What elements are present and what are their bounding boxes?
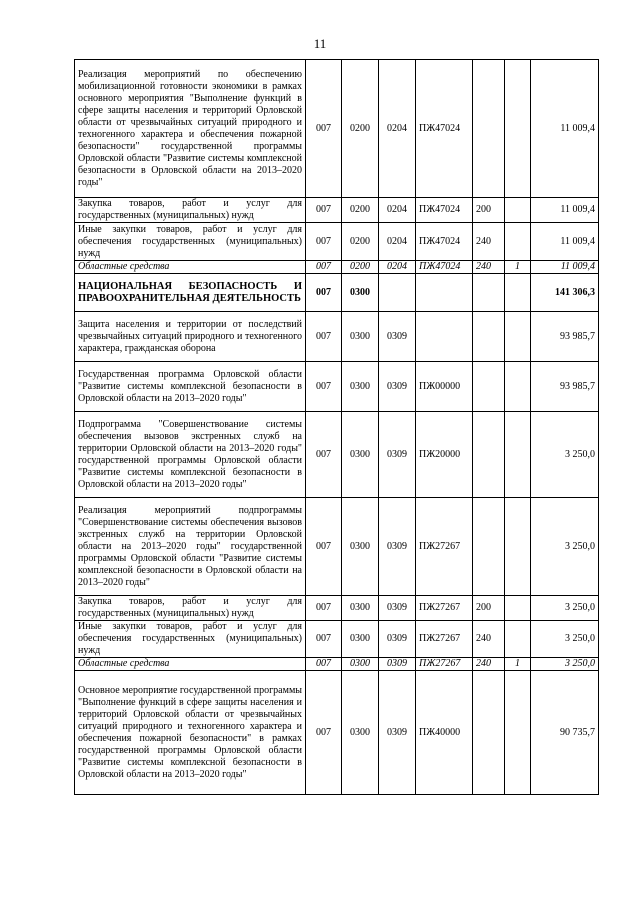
table-row [75, 621, 599, 658]
cell-expense-type [473, 412, 505, 498]
cell-section: 0300 [342, 412, 379, 498]
cell-grbs: 007 [306, 274, 342, 312]
cell-target-article [416, 312, 473, 362]
cell-source [505, 498, 531, 596]
cell-target-article: ПЖ27267 [416, 621, 473, 658]
cell-grbs: 007 [306, 362, 342, 412]
table-row [75, 498, 599, 596]
cell-section: 0300 [342, 658, 379, 671]
cell-expense-type: 240 [473, 621, 505, 658]
table-row [75, 362, 599, 412]
cell-amount: 11 009,4 [531, 198, 599, 223]
cell-subsection [379, 274, 416, 312]
cell-target-article: ПЖ27267 [416, 658, 473, 671]
cell-expense-type: 240 [473, 223, 505, 261]
cell-source [505, 223, 531, 261]
cell-expense-type [473, 312, 505, 362]
cell-amount: 90 735,7 [531, 671, 599, 795]
cell-subsection: 0204 [379, 261, 416, 274]
cell-subsection: 0204 [379, 223, 416, 261]
cell-amount: 3 250,0 [531, 621, 599, 658]
cell-expense-type: 200 [473, 596, 505, 621]
cell-expense-type [473, 274, 505, 312]
cell-grbs: 007 [306, 223, 342, 261]
cell-target-article: ПЖ40000 [416, 671, 473, 795]
cell-grbs: 007 [306, 621, 342, 658]
row-description: НАЦИОНАЛЬНАЯ БЕЗОПАСНОСТЬ И ПРАВООХРАНИТЕЛЬНАЯ ДЕЯТЕЛЬНОСТЬ [75, 274, 306, 312]
cell-subsection: 0309 [379, 596, 416, 621]
cell-target-article: ПЖ00000 [416, 362, 473, 412]
cell-amount: 11 009,4 [531, 261, 599, 274]
row-description: Подпрограмма "Совершенствование системы обеспечения вызовов экстренных служб на территории Орловской области на 2013–2020 годы" государственной программы Орловской области "Развитие системы комплексной безопасности в Орловской области на 2013–2020 годы" [75, 412, 306, 498]
cell-section: 0200 [342, 223, 379, 261]
cell-source [505, 274, 531, 312]
row-description: Защита населения и территории от последствий чрезвычайных ситуаций природного и техногенного характера, гражданская оборона [75, 312, 306, 362]
cell-amount: 93 985,7 [531, 312, 599, 362]
cell-grbs: 007 [306, 671, 342, 795]
table-row [75, 198, 599, 223]
cell-source [505, 596, 531, 621]
row-description: Закупка товаров, работ и услуг для государственных (муниципальных) нужд [75, 596, 306, 621]
cell-source [505, 621, 531, 658]
cell-section: 0300 [342, 671, 379, 795]
cell-subsection: 0309 [379, 671, 416, 795]
cell-expense-type [473, 498, 505, 596]
cell-source [505, 362, 531, 412]
cell-expense-type [473, 60, 505, 198]
cell-section: 0300 [342, 596, 379, 621]
cell-amount: 3 250,0 [531, 412, 599, 498]
cell-grbs: 007 [306, 261, 342, 274]
cell-grbs: 007 [306, 312, 342, 362]
cell-section: 0300 [342, 274, 379, 312]
cell-amount: 3 250,0 [531, 596, 599, 621]
row-description: Областные средства [75, 261, 306, 274]
cell-expense-type: 240 [473, 658, 505, 671]
cell-target-article: ПЖ47024 [416, 198, 473, 223]
cell-source [505, 671, 531, 795]
cell-grbs: 007 [306, 658, 342, 671]
budget-table [74, 59, 599, 795]
cell-source: 1 [505, 658, 531, 671]
cell-amount: 11 009,4 [531, 60, 599, 198]
page-number: 11 [313, 36, 327, 51]
cell-amount: 3 250,0 [531, 658, 599, 671]
cell-amount: 11 009,4 [531, 223, 599, 261]
cell-subsection: 0204 [379, 198, 416, 223]
cell-amount: 141 306,3 [531, 274, 599, 312]
cell-source: 1 [505, 261, 531, 274]
cell-subsection: 0309 [379, 412, 416, 498]
table-row [75, 596, 599, 621]
row-description: Государственная программа Орловской области "Развитие системы комплексной безопасности в Орловской области на 2013–2020 годы" [75, 362, 306, 412]
cell-grbs: 007 [306, 498, 342, 596]
cell-target-article: ПЖ47024 [416, 261, 473, 274]
cell-grbs: 007 [306, 412, 342, 498]
row-description: Реализация мероприятий по обеспечению мобилизационной готовности экономики в рамках основного мероприятия "Выполнение функций в сфере защиты населения и территорий Орловской области от чрезвычайных ситуаций природного и техногенного характера и обеспечения пожарной безопасности" государственной программы Орловской области "Развитие системы комплексной безопасности в Орловской области на 2013–2020 годы" [75, 60, 306, 198]
cell-target-article: ПЖ47024 [416, 223, 473, 261]
row-description: Иные закупки товаров, работ и услуг для обеспечения государственных (муниципальных) нужд [75, 621, 306, 658]
cell-subsection: 0309 [379, 498, 416, 596]
cell-amount: 3 250,0 [531, 498, 599, 596]
cell-section: 0200 [342, 60, 379, 198]
cell-expense-type: 200 [473, 198, 505, 223]
cell-subsection: 0309 [379, 312, 416, 362]
cell-source [505, 198, 531, 223]
cell-subsection: 0309 [379, 621, 416, 658]
table-row [75, 671, 599, 795]
cell-grbs: 007 [306, 596, 342, 621]
cell-source [505, 60, 531, 198]
cell-expense-type [473, 671, 505, 795]
cell-target-article: ПЖ27267 [416, 498, 473, 596]
cell-amount: 93 985,7 [531, 362, 599, 412]
cell-target-article [416, 274, 473, 312]
table-row [75, 60, 599, 198]
cell-section: 0300 [342, 362, 379, 412]
row-description: Реализация мероприятий подпрограммы "Совершенствование системы обеспечения вызовов экстренных служб на территории Орловской области на 2013–2020 годы" государственной программы Орловской области "Развитие системы комплексной безопасности в Орловской области на 2013–2020 годы" [75, 498, 306, 596]
cell-source [505, 412, 531, 498]
table-row [75, 261, 599, 274]
cell-subsection: 0309 [379, 362, 416, 412]
row-description: Областные средства [75, 658, 306, 671]
cell-section: 0300 [342, 312, 379, 362]
cell-section: 0200 [342, 261, 379, 274]
cell-subsection: 0204 [379, 60, 416, 198]
cell-section: 0200 [342, 198, 379, 223]
table-row [75, 223, 599, 261]
cell-target-article: ПЖ27267 [416, 596, 473, 621]
table-row [75, 412, 599, 498]
cell-expense-type: 240 [473, 261, 505, 274]
cell-expense-type [473, 362, 505, 412]
cell-target-article: ПЖ47024 [416, 60, 473, 198]
cell-subsection: 0309 [379, 658, 416, 671]
table-row [75, 274, 599, 312]
cell-grbs: 007 [306, 60, 342, 198]
table-row [75, 658, 599, 671]
row-description: Иные закупки товаров, работ и услуг для обеспечения государственных (муниципальных) нужд [75, 223, 306, 261]
cell-source [505, 312, 531, 362]
cell-grbs: 007 [306, 198, 342, 223]
cell-target-article: ПЖ20000 [416, 412, 473, 498]
row-description: Закупка товаров, работ и услуг для государственных (муниципальных) нужд [75, 198, 306, 223]
row-description: Основное мероприятие государственной программы "Выполнение функций в сфере защиты населения и территорий Орловской области от чрезвычайных ситуаций природного и техногенного характера и обеспечения пожарной безопасности" в рамках государственной программы Орловской области "Развитие системы комплексной безопасности в Орловской области на 2013–2020 годы" [75, 671, 306, 795]
cell-section: 0300 [342, 621, 379, 658]
cell-section: 0300 [342, 498, 379, 596]
table-row [75, 312, 599, 362]
